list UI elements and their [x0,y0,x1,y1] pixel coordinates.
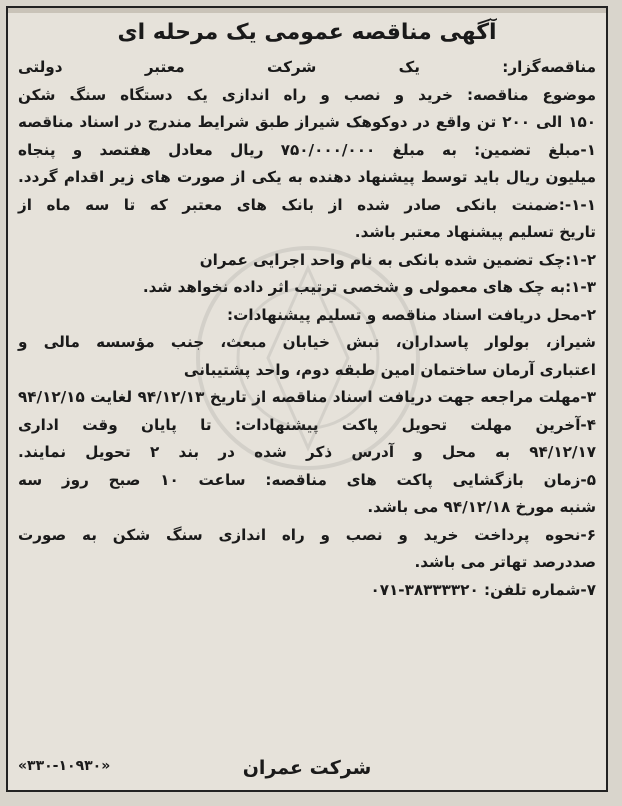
body-line: ۱-مبلغ تضمین: به مبلغ ۷۵۰/۰۰۰/۰۰۰ ریال معادل هفتصد و پنجاه [18,140,596,159]
body-line: تاریخ تسلیم پیشنهاد معتبر باشد. [354,223,596,241]
body-line: ۱-۳:به چک های معمولی و شخصی ترتیب اثر داده نخواهد شد. [142,278,596,296]
company-name: شرکت عمران [242,757,372,779]
newspaper-clipping [6,6,608,792]
body-line: اعتباری آرمان ساختمان امین طبقه دوم، واحد پشتیبانی [183,360,596,379]
body-line: ۱-۱-:ضمنت بانکی صادر شده از بانک های معتبر که تا سه ماه از [18,195,596,214]
body-line: ۴-آخرین مهلت تحویل پاکت پیشنهادات: تا پایان وقت اداری [18,415,596,434]
body-line: ۱-۲:چک تضمین شده بانکی به نام واحد اجرایی عمران [199,250,596,269]
body-line: مناقصه‌گزار: یک شرکت معتبر دولتی [18,58,596,76]
body-line: شیراز، بولوار پاسداران، نبش خیابان مبعث، جنب مؤسسه مالی و [18,333,596,351]
body-line: صددرصد تهاتر می باشد. [414,553,596,571]
body-line: ۳-مهلت مراجعه جهت دریافت اسناد مناقصه از تاریخ ۹۴/۱۲/۱۳ لغایت ۹۴/۱۲/۱۵ [18,388,596,406]
body-line: ۲-محل دریافت اسناد مناقصه و تسلیم پیشنهادات: [227,305,596,324]
torn-edge [8,8,606,13]
body-line: ۷-شماره تلفن: ۳۸۳۳۳۳۲۰-۰۷۱ [370,580,596,599]
body-line: ۹۴/۱۲/۱۷ به محل و آدرس ذکر شده در بند ۲ تحویل نمایند. [18,443,596,461]
notice-title: آگهی مناقصه عمومی یک مرحله ای [117,20,497,45]
body-line: میلیون ریال باید توسط پیشنهاد دهنده به یکی از صورت های زیر اقدام گردد. [18,168,596,186]
ad-code: «۳۳۰-۱۰۹۳۰» [18,758,111,774]
body-line: ۱۵۰ الی ۲۰۰ تن واقع در دوکوهک شیراز طبق شرایط مندرج در اسناد مناقصه [18,113,596,131]
body-line: ۶-نحوه پرداخت خرید و نصب و راه اندازی سنگ شکن به صورت [18,525,596,544]
body-line: شنبه مورخ ۹۴/۱۲/۱۸ می باشد. [367,498,596,516]
notice-footer [18,752,596,784]
body-line: موضوع مناقصه: خرید و نصب و راه اندازی یک دستگاه سنگ شکن [18,85,596,104]
notice-body [18,54,596,604]
body-line: ۵-زمان بازگشایی پاکت های مناقصه: ساعت ۱۰ صبح روز سه [18,470,596,489]
